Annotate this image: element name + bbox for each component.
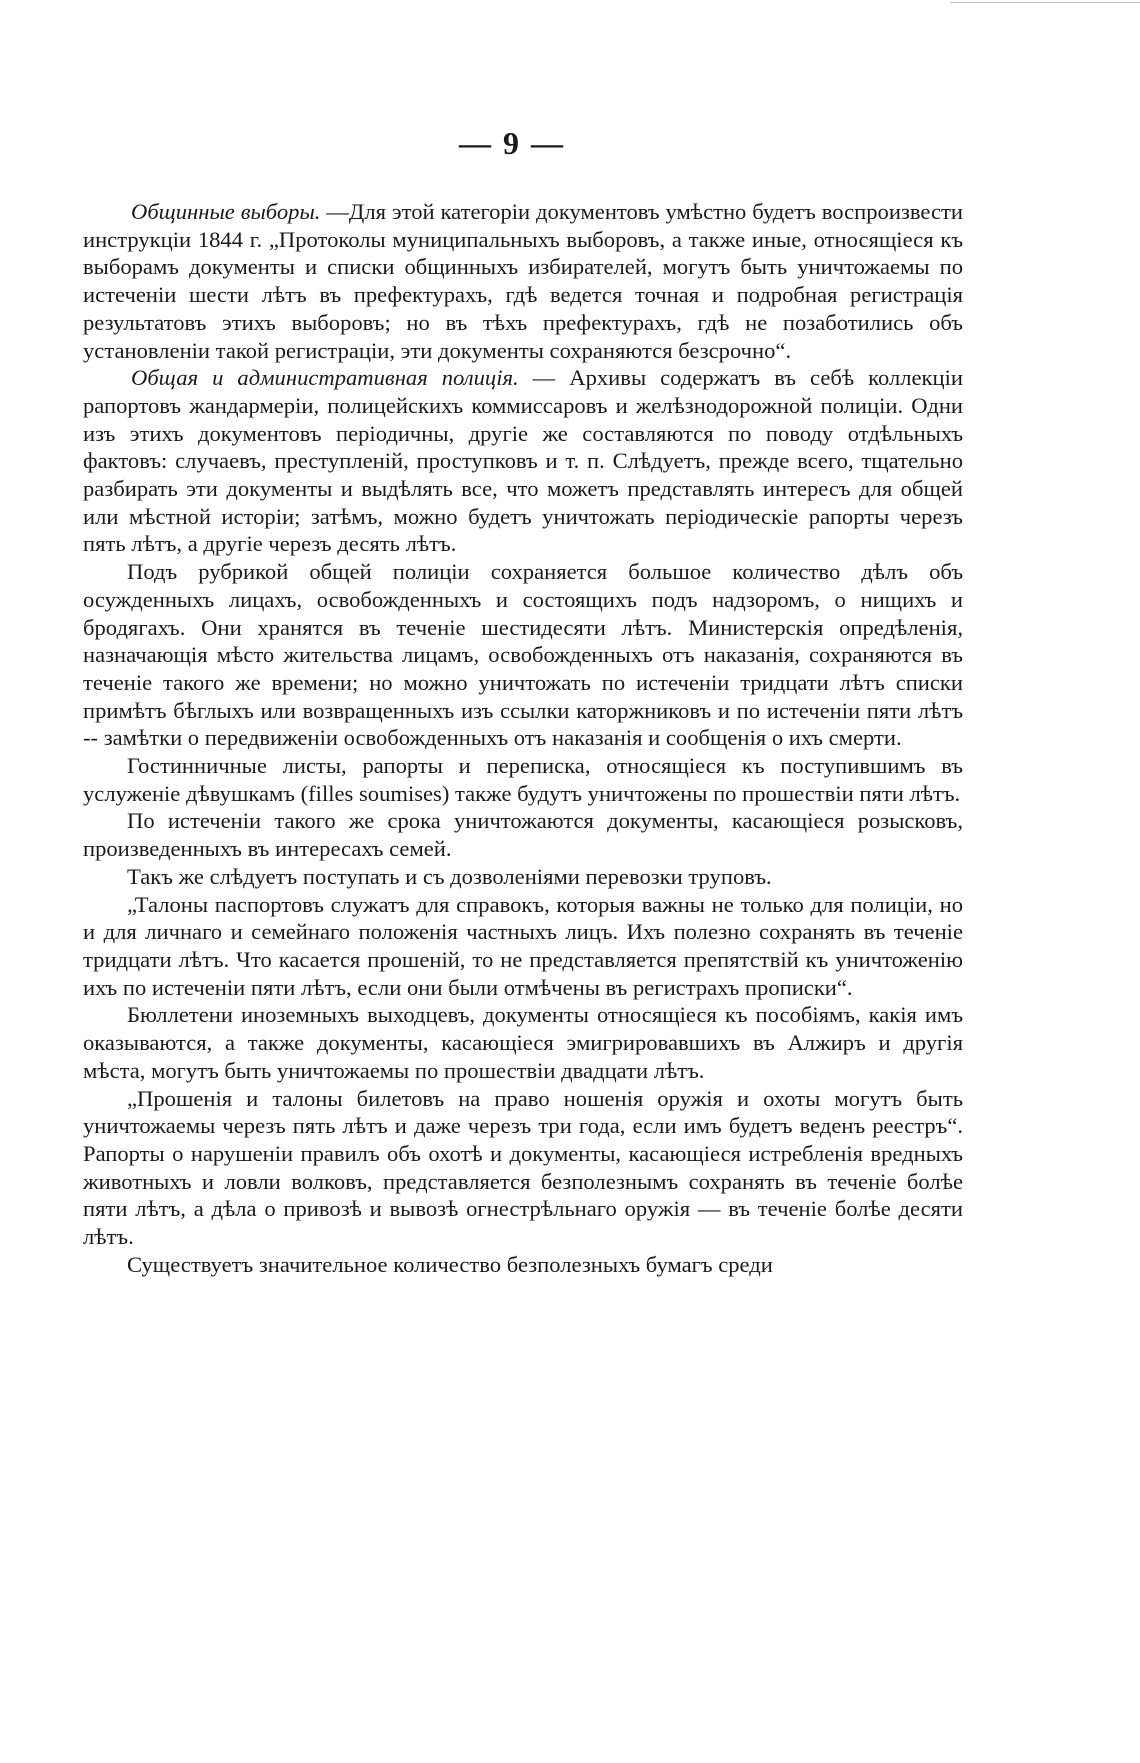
scan-edge-rule	[950, 2, 1140, 3]
section-text: —Для этой категоріи документовъ умѣстно будетъ воспроизвести инструкціи 1844 г. „Протоколы муниципальныхъ выборовъ, а также иные, относящіеся къ выборамъ документы и списки общинныхъ избирателей, могутъ быть уничтожаемы по истеченіи шести лѣтъ въ префектурахъ, гдѣ ведется точная и подробная регистрація результатовъ этихъ выборовъ; но въ тѣхъ префектурахъ, гдѣ не позаботились объ установленіи такой регистраціи, эти документы сохраняются безсрочно“.	[83, 199, 963, 363]
body-paragraph: Такъ же слѣдуетъ поступать и съ дозволеніями перевозки труповъ.	[127, 863, 772, 889]
page-body	[83, 198, 963, 1278]
section-heading: Общинные выборы.	[131, 199, 321, 224]
body-paragraph: Гостинничные листы, рапорты и переписка, относящіеся къ поступившимъ въ услуженіе дѣвушкамъ (filles soumises) также будутъ уничтожены по прошествіи пяти лѣтъ.	[83, 753, 963, 806]
body-paragraph: „Талоны паспортовъ служатъ для справокъ, которыя важны не только для полиціи, но и для личнаго и семейнаго положенія частныхъ лицъ. Ихъ полезно сохранять въ теченіе тридцати лѣтъ. Что касается прошеній, то не представляется препятствій къ уничтоженію ихъ по истеченіи пяти лѣтъ, если они были отмѣчены въ регистрахъ прописки“.	[83, 891, 963, 1000]
body-paragraph: „Прошенія и талоны билетовъ на право ношенія оружія и охоты могутъ быть уничтожаемы черезъ пять лѣтъ и даже черезъ три года, если имъ будетъ веденъ реестръ“. Рапорты о нарушеніи правилъ объ охотѣ и документы, касающіеся истребленія вредныхъ животныхъ и ловли волковъ, представляется безполезнымъ сохранять въ теченіе болѣе пяти лѣтъ, а дѣла о привозѣ и вывозѣ огнестрѣльнаго оружія — въ теченіе болѣе десяти лѣтъ.	[83, 1085, 963, 1250]
body-paragraph: Подъ рубрикой общей полиціи сохраняется большое количество дѣлъ объ осужденныхъ лицахъ, освобожденныхъ и состоящихъ подъ надзоромъ, о нищихъ и бродягахъ. Они хранятся въ теченіе шестидесяти лѣтъ. Министерскія опредѣленія, назначающія мѣсто жительства лицамъ, освобожденныхъ отъ наказанія, сохраняются въ теченіе такого же времени; но можно уничтожать по истеченіи тридцати лѣтъ списки примѣтъ бѣглыхъ или возвращенныхъ изъ ссылки каторжниковъ и по истеченіи пяти лѣтъ -- замѣтки о передвиженіи освобожденныхъ отъ наказанія и сообщенія о ихъ смерти.	[83, 559, 963, 751]
body-paragraph: Бюллетени иноземныхъ выходцевъ, документы относящіеся къ пособіямъ, какія имъ оказываются, а также документы, касающіеся эмигрировавшихъ въ Алжиръ и другія мѣста, могутъ быть уничтожаемы по прошествіи двадцати лѣтъ.	[83, 1002, 963, 1083]
body-paragraph: Существуетъ значительное количество безполезныхъ бумагъ среди	[127, 1251, 773, 1277]
section-text: — Архивы содержатъ въ себѣ коллекціи рапортовъ жандармеріи, полицейскихъ коммиссаровъ и желѣзнодорожной полиціи. Одни изъ этихъ документовъ періодичны, другіе же составляются по поводу отдѣльныхъ фактовъ: случаевъ, преступленій, проступковъ и т. п. Слѣдуетъ, прежде всего, тщательно разбирать эти документы и выдѣлять все, что можетъ представлять интересъ для общей или мѣстной исторіи; затѣмъ, можно будетъ уничтожать періодическіе рапорты черезъ пять лѣтъ, а другіе черезъ десять лѣтъ.	[83, 365, 963, 557]
section-heading: Общая и административная полиція.	[131, 365, 519, 391]
page-number-header: — 9 —	[459, 125, 565, 161]
body-paragraph: По истеченіи такого же срока уничтожаются документы, касающіеся розысковъ, произведенныхъ въ интересахъ семей.	[83, 808, 963, 862]
section-paragraph	[83, 364, 963, 558]
section-paragraph	[83, 198, 963, 364]
